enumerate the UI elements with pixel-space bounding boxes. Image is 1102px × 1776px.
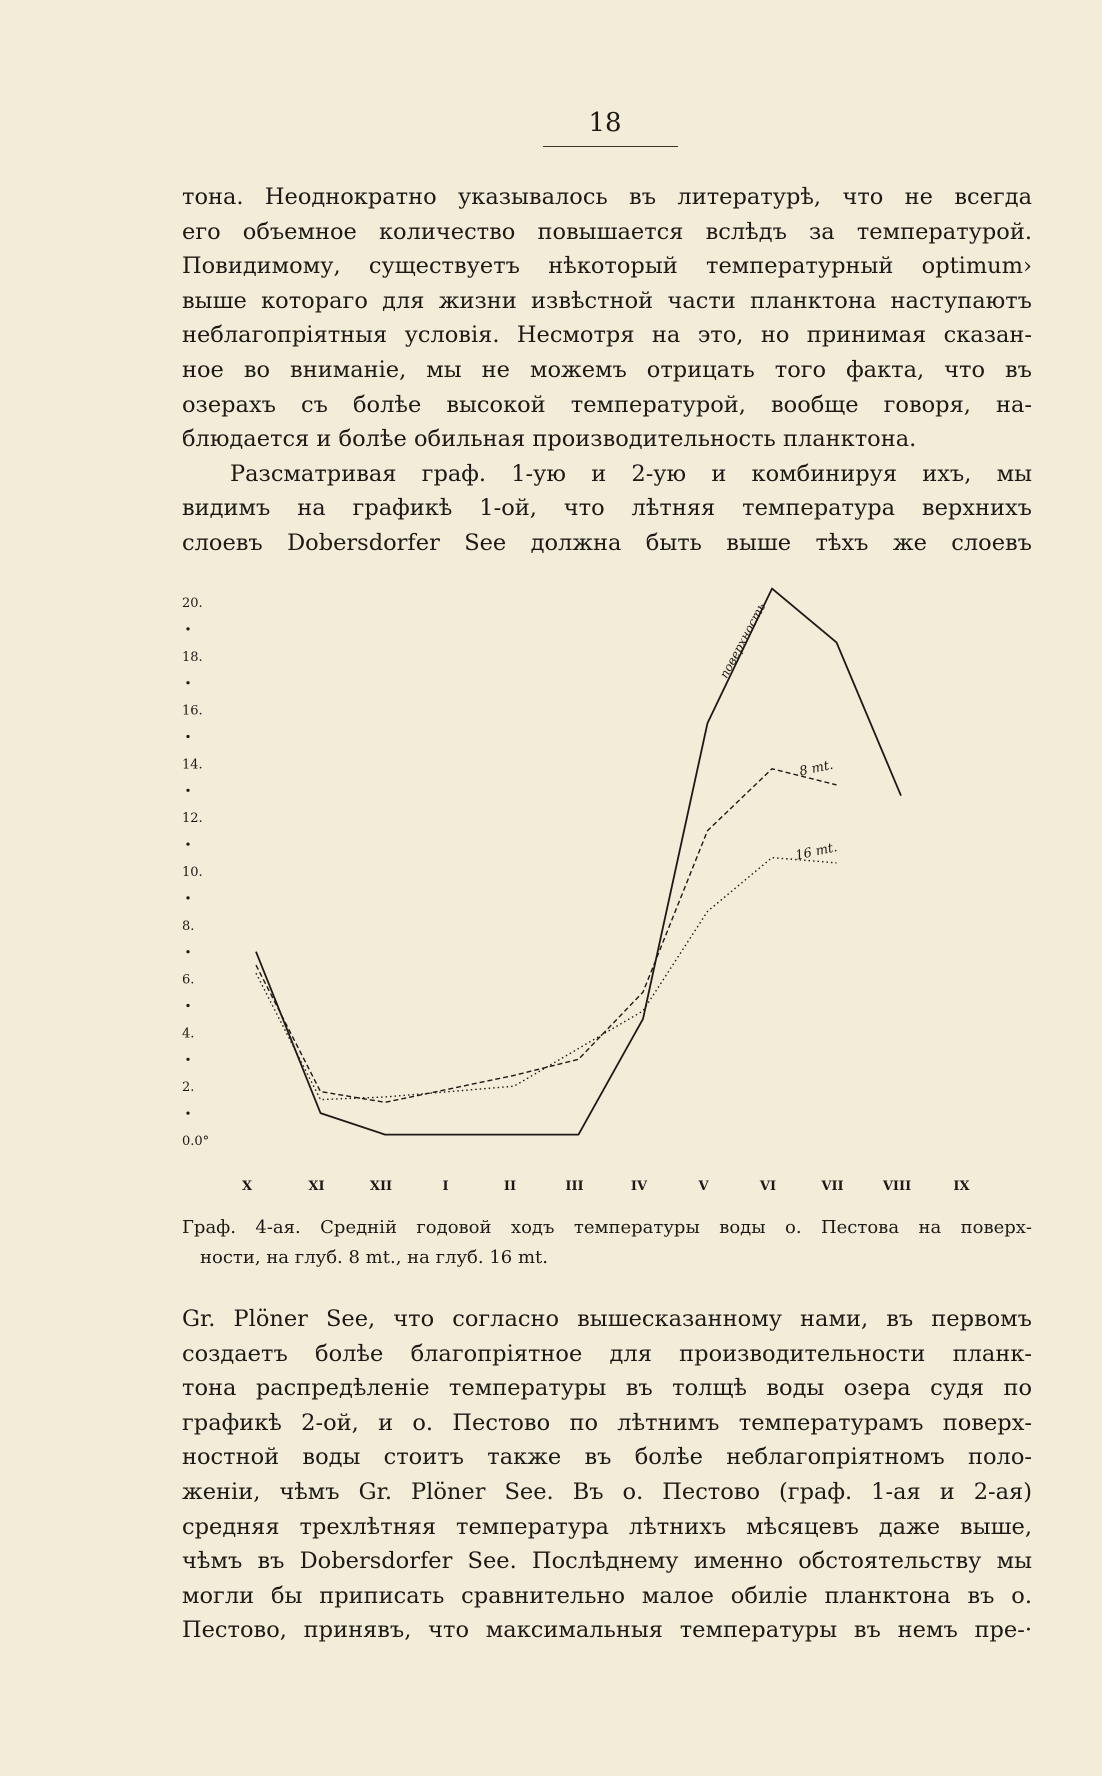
x-tick-label: II [503, 1179, 517, 1194]
y-tick-dot [186, 681, 189, 684]
caption-line: ности, на глуб. 8 mt., на глуб. 16 mt. [200, 1247, 548, 1268]
x-tick-label: V [698, 1179, 709, 1194]
paragraph-2 [182, 1302, 1032, 1648]
page-number-rule [543, 146, 678, 147]
x-tick-label: I [442, 1179, 449, 1194]
series-label: 16 mt. [794, 840, 839, 864]
x-tick-label: VIII [882, 1179, 912, 1194]
x-tick-label: XII [369, 1179, 393, 1194]
text-line: женіи, чѣмъ Gr. Plöner See. Въ о. Пестово (граф. 1-ая и 2-ая) [182, 1478, 1032, 1505]
y-tick-label: 18. [182, 649, 203, 665]
text-line: выше котораго для жизни извѣстной части планктона наступаютъ [182, 287, 1032, 314]
y-tick-dot [186, 1058, 189, 1061]
text-line: создаетъ болѣе благопріятное для производительности планк- [182, 1340, 1032, 1367]
y-tick-dot [186, 789, 189, 792]
x-tick-label: III [565, 1179, 584, 1194]
x-tick-label: VI [759, 1179, 777, 1194]
text-line: Повидимому, существуетъ нѣкоторый температурный optimum› [182, 253, 1032, 280]
y-tick-dot [186, 627, 189, 630]
text-line: могли бы приписать сравнительно малое обиліе планктона въ о. [182, 1582, 1032, 1609]
text-line: озерахъ съ болѣе высокой температурой, вообще говоря, на- [182, 391, 1032, 418]
x-tick-label: X [241, 1179, 253, 1194]
y-axis-tick-labels [182, 596, 209, 1149]
temperature-chart [182, 585, 1040, 1205]
series-line-2 [256, 769, 837, 1103]
x-tick-label: XI [308, 1179, 325, 1194]
y-tick-label: 10. [182, 865, 203, 880]
y-tick-label: 16. [182, 703, 203, 719]
page-number: 18 [588, 108, 622, 138]
y-tick-label: 8. [182, 918, 195, 934]
y-tick-dot [186, 1112, 189, 1115]
text-line: ное во вниманіе, мы не можемъ отрицать того факта, что въ [182, 356, 1032, 383]
x-tick-label: IV [630, 1179, 648, 1194]
y-tick-label: 4. [182, 1026, 195, 1042]
text-line: тона распредѣленіе температуры въ толщѣ воды озера судя по [182, 1375, 1032, 1402]
text-line: видимъ на графикѣ 1-ой, что лѣтняя температура верхнихъ [182, 495, 1032, 522]
text-line: Gr. Plöner See, что согласно вышесказанному нами, въ первомъ [182, 1306, 1032, 1332]
y-tick-label: 0.0° [182, 1134, 210, 1149]
text-line: Разсматривая граф. 1-ую и 2-ую и комбинируя ихъ, мы [230, 460, 1032, 487]
y-tick-label: 14. [182, 757, 203, 773]
x-axis-tick-labels [242, 1179, 971, 1194]
y-tick-label: 2. [182, 1080, 195, 1096]
paragraph-1 [182, 180, 1032, 561]
text-line: его объемное количество повышается вслѣдъ за температурой. [182, 218, 1032, 245]
y-tick-dot [186, 1004, 189, 1007]
figure-caption [182, 1213, 1032, 1273]
y-tick-dot [186, 950, 189, 953]
x-tick-label: VII [821, 1179, 844, 1194]
text-line: графикѣ 2-ой, и о. Пестово по лѣтнимъ температурамъ поверх- [182, 1409, 1032, 1436]
text-line: чѣмъ въ Dobersdorfer See. Послѣднему именно обстоятельству мы [182, 1548, 1032, 1575]
chart-series-labels [717, 600, 839, 863]
y-tick-label: 12. [182, 811, 203, 827]
y-tick-label: 20. [182, 596, 203, 611]
y-tick-label: 6. [182, 972, 195, 988]
text-line: неблагопріятныя условія. Несмотря на это, но принимая сказан- [182, 322, 1032, 349]
x-tick-label: IX [953, 1179, 970, 1194]
text-line: средняя трехлѣтняя температура лѣтнихъ мѣсяцевъ даже выше, [182, 1513, 1032, 1540]
series-label: 8 mt. [798, 757, 835, 780]
series-line-3 [256, 858, 837, 1100]
y-tick-dot [186, 843, 189, 846]
y-tick-dot [186, 896, 189, 899]
caption-line: Граф. 4-ая. Среднiй годовой ходъ температуры воды о. Пестова на поверх- [182, 1217, 1032, 1238]
text-line: ностной воды стоитъ также въ болѣе неблагопріятномъ поло- [182, 1444, 1032, 1471]
text-line: тона. Неоднократно указывалось въ литературѣ, что не всегда [182, 184, 1032, 210]
series-label: поверхность [716, 600, 769, 681]
text-line: Пестово, принявъ, что максимальныя температуры въ немъ пре-· [182, 1617, 1032, 1644]
y-tick-dot [186, 735, 189, 738]
text-line: блюдается и болѣе обильная производительность планктона. [182, 426, 917, 453]
text-line: слоевъ Dobersdorfer See должна быть выше тѣхъ же слоевъ [182, 529, 1032, 556]
